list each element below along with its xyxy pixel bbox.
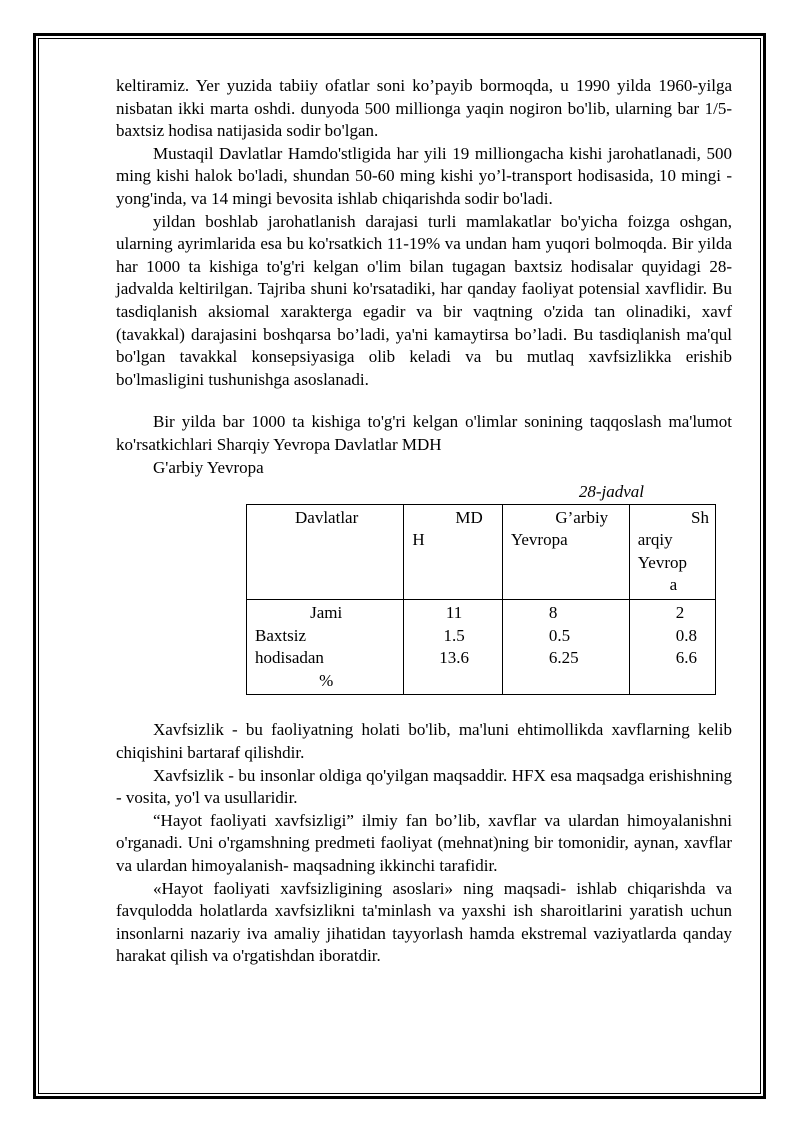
paragraph: yildan boshlab jarohatlanish darajasi turli mamlakatlar bo'yicha foizga oshgan, ularning ayrimlarida esa bu ko'rsatkich 11-19% va undan ham yuqori bolmoqda. Bir yilda har 1000 ta kishiga to'g'ri kelgan o'lim bilan tugagan baxtsiz hodisalar quyidagi 28-jadvalda keltirilgan. Tajriba shuni ko'rsatadiki, har qanday faoliyat potensial xavflidir. Bu tasdiqlanish aksiomal xarakterga egadir va bir vaqtning o'zida tan olinadiki, xavf (tavakkal) darajasini boshqarsa bo’ladi, ya'ni kamaytirsa bo’ladi. Bu tasdiqlanish ma'qul bo'lgan tavakkal konsepsiyasiga olib keladi va bu mutlaq xavfsizlikka erishib bo'lmasligini tushunishga asoslanadi. [116, 211, 732, 389]
value: 11 [445, 603, 463, 623]
value: 0.8 [675, 625, 697, 645]
header-cell-mdh [404, 504, 502, 599]
table-header-row [247, 504, 716, 599]
spacer [116, 695, 732, 719]
header-label: G’arbiy [555, 507, 609, 527]
header-label: arqiy [637, 530, 673, 550]
header-label: Sh [691, 507, 709, 527]
paragraph: «Hayot faoliyati xavfsizligining asoslari» ning maqsadi- ishlab chiqarishda va favqulodda holatlarda xavfsizlikni ta'minlash va yaxshi ish sharoitlarini yaratish uchun insonlarni nazariy iva amaliy jihatidan tayyorlash hamda ekstremal vaziyatlarda qanday harakat qilish va o'rgatishdan iboratdir. [116, 878, 732, 966]
row-label-cell [247, 600, 404, 695]
header-label: MD [455, 507, 483, 527]
value: 0.5 [548, 625, 571, 645]
garbiy-values-cell [502, 600, 629, 695]
paragraph: Mustaqil Davlatlar Hamdo'stligida har yili 19 milliongacha kishi jarohatlanadi, 500 ming kishi halok bo'ladi, shundan 50-60 ming kishi yo’l-transport hodisasida, 10 mingi - yong'inda, va 14 mingi bevosita ishlab chiqarishda sodir bo'ladi. [116, 143, 732, 208]
spacer [116, 391, 732, 411]
header-label: a [669, 575, 678, 595]
table-intro: Bir yilda bar 1000 ta kishiga to'g'ri kelgan o'limlar sonining taqqoslash ma'lumot ko'rsatkichlari Sharqiy Yevropa Davlatlar MDH [116, 412, 732, 454]
paragraph: Xavfsizlik - bu faoliyatning holati bo'lib, ma'luni ehtimollikda xavflarning kelib chiqishini bartaraf qilishdir. [116, 720, 732, 763]
header-label: Yevrop [637, 552, 687, 572]
header-label: Davlatlar [295, 507, 359, 527]
value: 8 [548, 603, 558, 623]
value: 13.6 [439, 648, 469, 668]
header-cell-sharqiy [629, 504, 715, 599]
row-label: Jami [310, 603, 343, 623]
paragraph: keltiramiz. Yer yuzida tabiiy ofatlar soni ko’payib bormoqda, u 1990 yilda 1960-yilga nisbatan ikki marta oshdi. dunyoda 500 millionga yaqin nogiron bo'lib, ularning bar 1/5- baxtsiz hodisa natijasida sodir bo'lgan. [116, 76, 732, 141]
header-label: Yevropa [510, 530, 568, 550]
paragraph: “Hayot faoliyati xavfsizligi” ilmiy fan bo’lib, xavflar va ulardan himoyalanishni o'rganadi. Uni o'rgamshning predmeti faoliyat (mehnat)ning bir tomonidir, aynan, xavflar va ulardan himoyalanish- maqsadning ikkinchi tarafidir. [116, 810, 732, 875]
paragraph: Xavfsizlik - bu insonlar oldiga qo'yilgan maqsaddir. HFX esa maqsadga erishishning - vosita, yo'l va usullaridir. [116, 765, 732, 808]
value: 6.25 [548, 648, 579, 668]
table-row [247, 600, 716, 695]
comparison-table [246, 504, 716, 696]
mdh-values-cell [404, 600, 502, 695]
table-caption: 28-jadval [578, 482, 644, 502]
row-label: hodisadan [255, 648, 324, 668]
table-intro-continued: G'arbiy Yevropa [153, 457, 264, 477]
header-cell-davlatlar [247, 504, 404, 599]
row-label: % [319, 670, 334, 690]
document-body [116, 75, 732, 968]
sharqiy-values-cell [629, 600, 715, 695]
value: 2 [675, 603, 685, 623]
value: 6.6 [675, 648, 697, 668]
header-cell-garbiy [502, 504, 629, 599]
value: 1.5 [443, 625, 465, 645]
header-label: H [412, 530, 425, 550]
row-label: Baxtsiz [255, 625, 306, 645]
